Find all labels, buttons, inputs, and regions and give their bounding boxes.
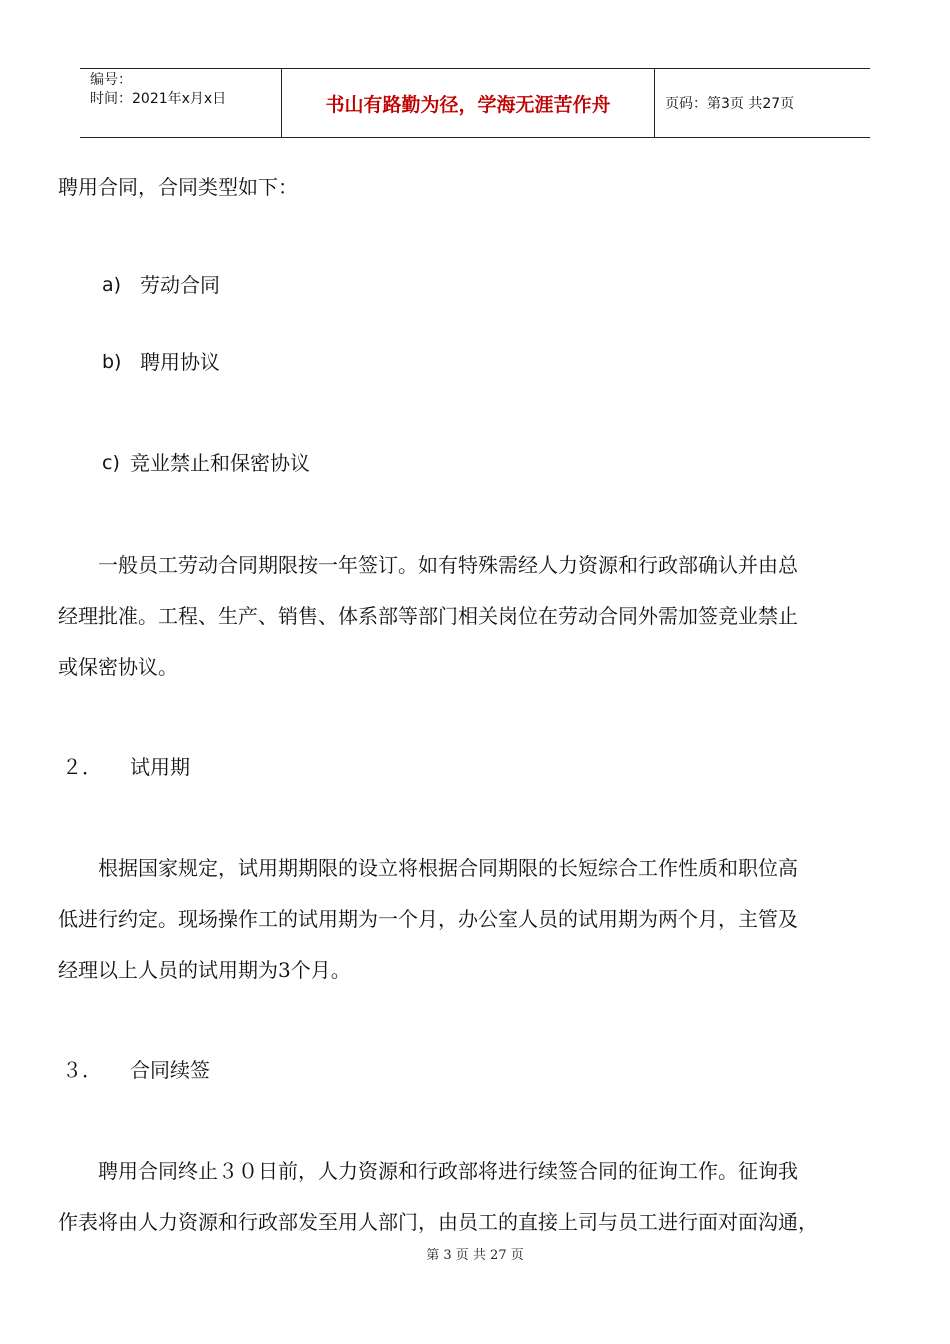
section-title: 试用期 (130, 755, 190, 779)
paragraph-line: 作表将由人力资源和行政部发至用人部门，由员工的直接上司与员工进行面对面沟通， (58, 1210, 818, 1234)
header-number-label: 编号： (90, 72, 132, 88)
header-page-label: 页码：第3页 共27页 (665, 96, 795, 112)
list-marker: b) (102, 351, 122, 373)
page-footer: 第 3 页 共 27 页 (426, 1248, 524, 1263)
list-marker: a) (102, 274, 122, 296)
header-motto-cell (282, 69, 655, 137)
list-item-text: 聘用协议 (140, 350, 220, 374)
header-time-label: 时间：2021年x月x日 (90, 91, 227, 107)
paragraph-line: 或保密协议。 (58, 655, 178, 679)
list-item-text: 劳动合同 (140, 273, 220, 297)
section-number: ３． (62, 1058, 102, 1082)
intro-text: 聘用合同，合同类型如下： (58, 175, 298, 199)
document-header (80, 68, 870, 138)
list-item-text: 竞业禁止和保密协议 (130, 451, 310, 475)
paragraph-line: 经理以上人员的试用期为3个月。 (58, 958, 351, 982)
header-motto: 书山有路勤为径，学海无涯苦作舟 (325, 94, 611, 116)
section-number: ２． (62, 755, 102, 779)
header-page-cell (655, 69, 870, 137)
header-meta-cell (80, 69, 282, 137)
paragraph-line: 聘用合同终止３０日前，人力资源和行政部将进行续签合同的征询工作。征询我 (98, 1159, 798, 1183)
paragraph-line: 低进行约定。现场操作工的试用期为一个月，办公室人员的试用期为两个月，主管及 (58, 907, 798, 931)
paragraph-line: 根据国家规定，试用期期限的设立将根据合同期限的长短综合工作性质和职位高 (98, 856, 798, 880)
paragraph-line: 一般员工劳动合同期限按一年签订。如有特殊需经人力资源和行政部确认并由总 (98, 553, 798, 577)
section-title: 合同续签 (130, 1058, 210, 1082)
list-marker: c) (102, 452, 120, 474)
paragraph-line: 经理批准。工程、生产、销售、体系部等部门相关岗位在劳动合同外需加签竞业禁止 (58, 604, 798, 628)
